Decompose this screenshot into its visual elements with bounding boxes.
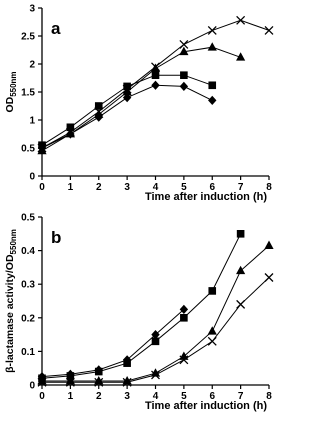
panel-a-square-point — [152, 71, 160, 79]
panel-b-x-axis-label: Time after induction (h) — [144, 400, 268, 412]
panel-a-x-tick-label: 7 — [237, 182, 244, 193]
panel-b-series-cross-line — [42, 278, 269, 383]
panel-b — [4, 213, 274, 413]
panel-b-plot-area — [37, 230, 273, 386]
panel-a-triangle-point — [208, 42, 217, 50]
panel-a-letter: a — [51, 19, 61, 38]
panel-a-cross-point — [208, 26, 216, 34]
panel-b-y-tick-label: 0.1 — [21, 346, 35, 358]
panel-b-square-point — [123, 359, 131, 367]
panel-a-square-point — [123, 83, 131, 91]
panel-a-y-tick-label: 2.5 — [21, 31, 35, 43]
panel-b-y-tick-label: 0.3 — [21, 279, 35, 291]
panel-a-y-label-sub: 550nm — [9, 71, 18, 97]
panel-a-y-tick-label: 2 — [29, 59, 35, 71]
panel-a-x-tick-label: 8 — [266, 182, 272, 193]
panel-b-x-tick-label: 5 — [181, 391, 187, 402]
panel-b-y-label-sub: 550nm — [9, 229, 18, 255]
panel-a-cross-point — [237, 16, 245, 24]
panel-b-x-tick-label: 6 — [209, 391, 216, 402]
panel-b-x-tick-label: 8 — [266, 391, 272, 402]
panel-a-x-tick-label: 1 — [67, 182, 74, 193]
panel-a-cross-point — [265, 26, 273, 34]
panel-a-x-tick-label: 0 — [39, 182, 45, 193]
panel-b-x-tick-label: 7 — [237, 391, 244, 402]
panel-a-y-tick-label: 1 — [29, 115, 35, 127]
panel-a-x-tick-label: 3 — [124, 182, 130, 193]
panel-b-square-point — [95, 368, 103, 376]
panel-b-series-triangle-line — [42, 246, 269, 381]
panel-b-cross-point — [237, 300, 245, 308]
panel-b-square-point — [152, 338, 160, 346]
panel-a-square-point — [95, 102, 103, 110]
panel-b-triangle-point — [179, 351, 188, 359]
panel-b-letter: b — [51, 228, 62, 247]
panel-b-triangle-point — [208, 326, 217, 334]
panel-b-y-tick-label: 0 — [29, 380, 35, 392]
panel-a-x-tick-label: 5 — [181, 182, 187, 193]
panel-b-y-tick-label: 0.2 — [21, 313, 35, 325]
panel-b-y-label-main: β-lactamase activity/OD — [4, 254, 16, 373]
panel-b-series-square-line — [42, 234, 241, 378]
panel-b-y-axis-label — [4, 229, 18, 373]
panel-a-square-point — [208, 81, 216, 89]
panel-b-triangle-point — [236, 266, 245, 274]
panel-b-x-tick-label: 2 — [95, 391, 102, 402]
panel-b-cross-point — [265, 273, 273, 281]
panel-a-x-tick-label: 2 — [95, 182, 102, 193]
panel-a-diamond-point — [208, 96, 216, 105]
panel-a-plot-area — [37, 16, 273, 154]
panel-b-triangle-point — [264, 241, 273, 249]
panel-a-diamond-point — [180, 82, 188, 91]
panel-a-x-tick-label: 4 — [152, 182, 159, 193]
panel-a-y-tick-label: 1.5 — [21, 87, 35, 99]
panel-b-y-tick-label: 0.5 — [21, 212, 35, 224]
panel-a-y-label-main: OD — [4, 96, 16, 113]
panel-b-x-tick-label: 0 — [39, 391, 45, 402]
panel-b-x-tick-label: 3 — [124, 391, 130, 402]
panel-b-x-tick-label: 4 — [152, 391, 159, 402]
panel-b-x-tick-label: 1 — [67, 391, 74, 402]
panel-a-square-point — [180, 71, 188, 79]
panel-b-cross-point — [208, 337, 216, 345]
panel-a-y-axis-label — [4, 71, 18, 112]
panel-a-x-tick-label: 6 — [209, 182, 216, 193]
panel-a-y-tick-label: 3 — [29, 3, 35, 15]
panel-b-series-diamond-line — [42, 309, 184, 376]
panel-b-square-point — [208, 287, 216, 295]
panel-a-x-axis-label: Time after induction (h) — [144, 191, 268, 203]
panel-a-y-tick-label: 0 — [29, 171, 35, 183]
panel-b-y-tick-label: 0.4 — [21, 246, 35, 258]
panel-a — [4, 4, 273, 204]
panel-b-square-point — [237, 230, 245, 238]
panel-b-square-point — [180, 314, 188, 322]
panel-a-y-tick-label: 0.5 — [21, 143, 35, 155]
panel-a-diamond-point — [151, 81, 159, 90]
